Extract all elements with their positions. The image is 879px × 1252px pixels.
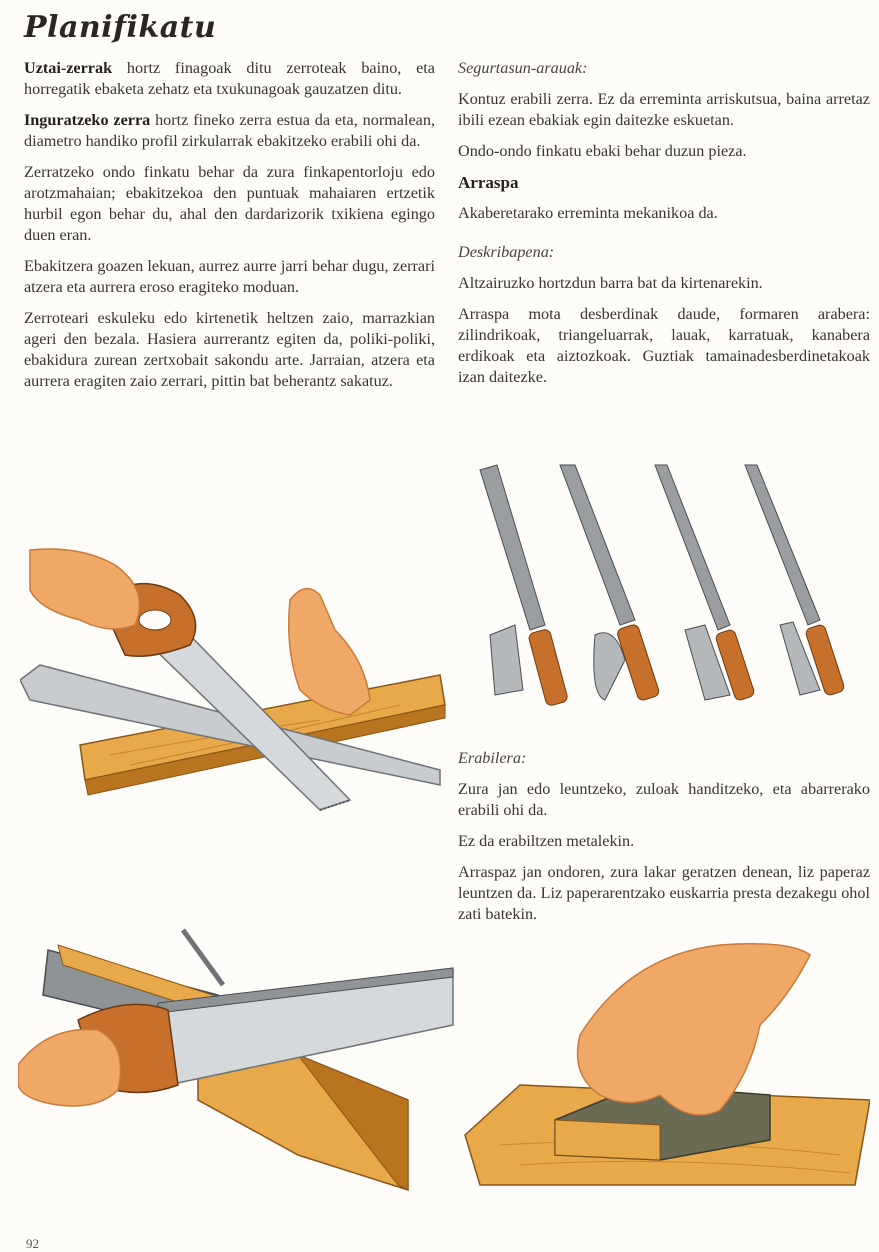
paragraph-text: hortz fineko zerra estua da eta, normalean, diametro handiko profil zirkularrak ebakitzeko erabili ohi da.: [24, 111, 436, 150]
paragraph-zerroteari: Zerroteari eskuleku edo kirtenetik heltzen zaio, marrazkian ageri den bezala. Hasiera aurrerantz egiten da, poliki-poliki, ebakidura zurean zertxobait sakondu arte. Jarraian, atzera eta aurrera eragiten zaio zerrari, pittin bat beherantz sakatuz.: [24, 309, 435, 390]
page-title: Planifikatu: [24, 10, 217, 45]
safety-heading: Segurtasun-arauak:: [458, 59, 588, 77]
paragraph-aurrez-aurre: Ebakitzera goazen lekuan, aurrez aurre jarri behar dugu, zerrari atzera eta aurrera eroso eragiteko moduan.: [24, 257, 435, 296]
sanding-block-illustration: [460, 935, 870, 1190]
left-column: [24, 58, 435, 402]
safety-paragraph-1: Kontuz erabili zerra. Ez da erreminta arriskutsua, baina arretaz ibili ezean ebakiak egin daitezke eskuetan.: [458, 90, 870, 129]
page-number: 92: [26, 1236, 39, 1251]
right-column-top: [458, 58, 870, 398]
paragraph-text: hortz finagoak ditu zerroteak baino, eta horregatik ebaketa zehatz eta txukunagoak gauzatzen ditu.: [24, 59, 435, 98]
term-uztai-zerrak: Uztai-zerrak: [24, 59, 113, 77]
use-paragraph-3: Arraspaz jan ondoren, zura lakar geratzen denean, liz paperaz leuntzen da. Liz paperarentzako euskarria presta dezakegu ohol zati batekin.: [458, 863, 870, 923]
term-inguratzeko-zerra: Inguratzeko zerra: [24, 111, 151, 129]
description-paragraph-1: Altzairuzko hortzdun barra bat da kirtenarekin.: [458, 274, 763, 292]
saw-cutting-illustration: [20, 540, 450, 830]
round-rasp-icon: [745, 465, 845, 696]
use-paragraph-1: Zura jan edo leuntzeko, zuloak handitzeko, eta abarrerako erabili ohi da.: [458, 780, 870, 819]
rasps-illustration: [475, 460, 870, 715]
backsaw-vise-illustration: [18, 925, 458, 1200]
hand-icon: [578, 944, 811, 1115]
description-paragraph-2: Arraspa mota desberdinak daude, formaren arabera: zilindrikoak, triangeluarrak, lauak, karratuak, kanabera erdikoak eta aiztozkoak. Guztiak tamainadesberdinetakoak izan daitezke.: [458, 305, 870, 386]
arraspa-heading: Arraspa: [458, 173, 519, 192]
use-heading: Erabilera:: [458, 749, 527, 767]
use-paragraph-2: Ez da erabiltzen metalekin.: [458, 832, 635, 850]
hand-icon: [18, 1029, 121, 1106]
arraspa-intro: Akaberetarako erreminta mekanikoa da.: [458, 204, 718, 222]
paragraph-inguratzeko-zerra: [24, 110, 435, 152]
flat-rasp-icon: [480, 465, 568, 707]
half-round-rasp-icon: [560, 465, 660, 702]
description-heading: Deskribapena:: [458, 243, 555, 261]
paragraph-finkatu: Zerratzeko ondo finkatu behar da zura finkapentorloju edo arotzmahaian; ebakitzekoa den puntuak mahaiaren ertzetik hurbil egon behar du, ahal den dardarizorik txikiena egingo duen eran.: [24, 163, 435, 244]
right-column-bottom: [458, 748, 870, 935]
safety-paragraph-2: Ondo-ondo finkatu ebaki behar duzun pieza.: [458, 142, 747, 160]
triangular-rasp-icon: [655, 465, 755, 701]
paragraph-uztai-zerrak: [24, 58, 435, 100]
